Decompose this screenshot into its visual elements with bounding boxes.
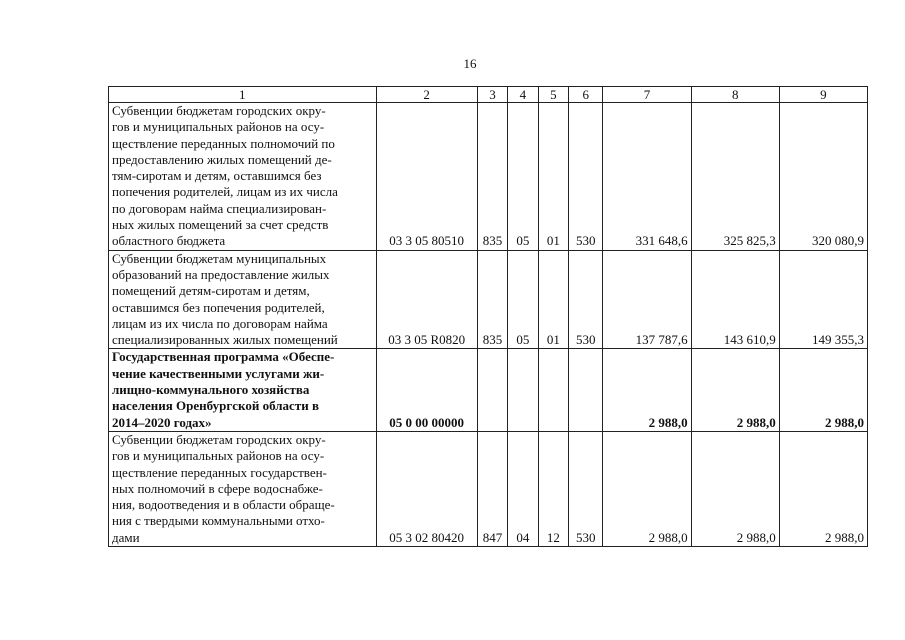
subsection-code: [538, 349, 568, 431]
row-description: Субвенции бюджетам городских окру- гов и муниципальных районов на осу- ществление переданных полномочий по предоставлению жилых помещений де- тям-сиротам и детям, оставшимся без попечения родителей, лицам из их числа по договорам найма специализирован- ных жилых помещений за счет средств областного бюджета: [109, 103, 377, 251]
amount-col-7: 2 988,0: [603, 431, 691, 546]
row-description: Субвенции бюджетам городских окру- гов и муниципальных районов на осу- ществление переданных государствен- ных полномочий в сфере водоснабже- ния, водоотведения и в области обраще- ния с твердыми коммунальными отхо- дами: [109, 431, 377, 546]
column-header-1: 1: [109, 87, 377, 103]
section-code: [508, 349, 538, 431]
target-article-code: 03 3 05 R0820: [376, 250, 477, 349]
amount-col-9: 320 080,9: [779, 103, 867, 251]
amount-col-9: 2 988,0: [779, 349, 867, 431]
budget-table: [108, 86, 868, 547]
expense-type-code: 530: [569, 103, 603, 251]
column-header-7: 7: [603, 87, 691, 103]
target-article-code: 03 3 05 80510: [376, 103, 477, 251]
amount-col-8: 325 825,3: [691, 103, 779, 251]
section-code: 05: [508, 103, 538, 251]
amount-col-9: 2 988,0: [779, 431, 867, 546]
header-row: [109, 87, 868, 103]
column-header-6: 6: [569, 87, 603, 103]
ministry-code: [477, 349, 507, 431]
section-code: 04: [508, 431, 538, 546]
table-row: [109, 250, 868, 349]
subsection-code: 01: [538, 250, 568, 349]
column-header-9: 9: [779, 87, 867, 103]
amount-col-7: 331 648,6: [603, 103, 691, 251]
row-description: Субвенции бюджетам муниципальных образований на предоставление жилых помещений детям-сиротам и детям, оставшимся без попечения родителей, лицам из их числа по договорам найма специализированных жилых помещений: [109, 250, 377, 349]
amount-col-7: 2 988,0: [603, 349, 691, 431]
expense-type-code: 530: [569, 431, 603, 546]
ministry-code: 847: [477, 431, 507, 546]
table-row: [109, 431, 868, 546]
column-header-5: 5: [538, 87, 568, 103]
page-number: 16: [463, 56, 477, 71]
amount-col-8: 2 988,0: [691, 431, 779, 546]
ministry-code: 835: [477, 103, 507, 251]
target-article-code: 05 0 00 00000: [376, 349, 477, 431]
subsection-code: 01: [538, 103, 568, 251]
amount-col-9: 149 355,3: [779, 250, 867, 349]
column-header-3: 3: [477, 87, 507, 103]
table-row: [109, 103, 868, 251]
ministry-code: 835: [477, 250, 507, 349]
target-article-code: 05 3 02 80420: [376, 431, 477, 546]
row-description: Государственная программа «Обеспе- чение качественными услугами жи- лищно-коммунального хозяйства населения Оренбургской области в 2014–2020 годах»: [109, 349, 377, 431]
amount-col-8: 143 610,9: [691, 250, 779, 349]
column-header-4: 4: [508, 87, 538, 103]
amount-col-8: 2 988,0: [691, 349, 779, 431]
expense-type-code: 530: [569, 250, 603, 349]
section-code: 05: [508, 250, 538, 349]
table-row-program: [109, 349, 868, 431]
amount-col-7: 137 787,6: [603, 250, 691, 349]
column-header-2: 2: [376, 87, 477, 103]
expense-type-code: [569, 349, 603, 431]
column-header-8: 8: [691, 87, 779, 103]
subsection-code: 12: [538, 431, 568, 546]
